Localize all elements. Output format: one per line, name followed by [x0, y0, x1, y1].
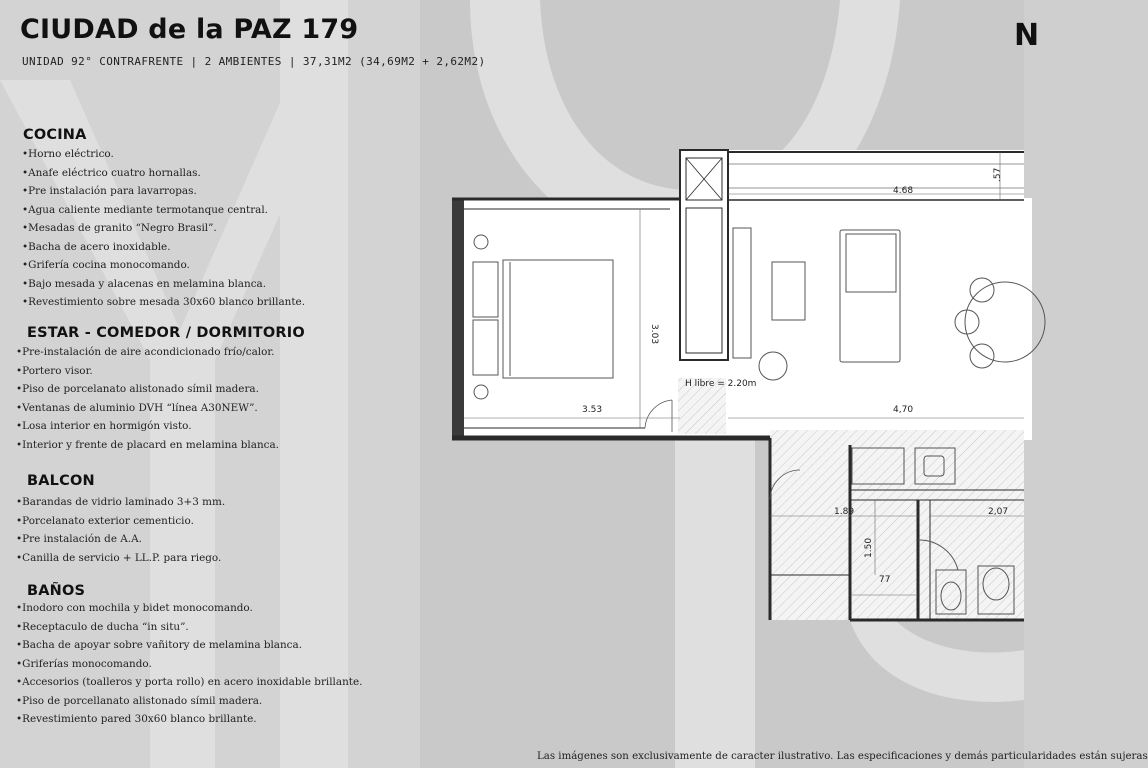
section-title-banos: BAÑOS: [27, 583, 86, 599]
list-item: • Barandas de vidrio laminado 3+3 mm.: [16, 493, 225, 512]
list-item: • Porcelanato exterior cementicio.: [16, 512, 225, 531]
list-item: • Griferías monocomando.: [16, 655, 362, 674]
dim-label: 1.50: [864, 537, 874, 558]
list-item: • Grifería cocina monocomando.: [22, 256, 305, 275]
list-item: • Inodoro con mochila y bidet monocomando.: [16, 599, 362, 618]
dim-label: 4,70: [893, 405, 914, 415]
brand-mark: N: [1014, 18, 1040, 53]
dim-label: 1.89: [834, 507, 855, 517]
list-item: • Accesorios (toalleros y porta rollo) en acero inoxidable brillante.: [16, 673, 362, 692]
list-item: • Revestimiento pared 30x60 blanco brillante.: [16, 710, 362, 729]
list-item: • Portero visor.: [16, 362, 305, 381]
list-item: • Receptaculo de ducha “in situ”.: [16, 618, 362, 637]
list-item: • Agua caliente mediante termotanque central.: [22, 201, 305, 220]
list-item: • Anafe eléctrico cuatro hornallas.: [22, 164, 305, 183]
page-title: CIUDAD de la PAZ 179: [20, 14, 359, 45]
list-item: • Canilla de servicio + LL.P. para riego.: [16, 549, 225, 568]
unit-subtitle: UNIDAD 92° CONTRAFRENTE | 2 AMBIENTES | 37,31M2 (34,69M2 + 2,62M2): [22, 55, 486, 68]
disclaimer: Las imágenes son exclusivamente de caracter ilustrativo. Las especificaciones y demás particularidades están sujeras: [537, 751, 1148, 762]
list-item: • Piso de porcelanato alistonado símil madera.: [16, 380, 305, 399]
list-item: • Pre instalación para lavarropas.: [22, 182, 305, 201]
dim-label: 3.53: [582, 405, 603, 415]
list-item: • Bajo mesada y alacenas en melamina blanca.: [22, 275, 305, 294]
dim-label: 3.03: [649, 324, 659, 345]
section-title-balcon: BALCON: [27, 473, 95, 489]
list-item: • Revestimiento sobre mesada 30x60 blanco brillante.: [22, 293, 305, 312]
list-item: • Losa interior en hormigón visto.: [16, 417, 305, 436]
list-item: • Bacha de acero inoxidable.: [22, 238, 305, 257]
list-item: • Ventanas de aluminio DVH “línea A30NEW”.: [16, 399, 305, 418]
list-item: • Interior y frente de placard en melamina blanca.: [16, 436, 305, 455]
dim-label: .57: [993, 167, 1003, 182]
section-title-estar: ESTAR - COMEDOR / DORMITORIO: [27, 325, 305, 341]
dim-label: 77: [879, 575, 891, 585]
dim-label: 4.68: [893, 186, 914, 196]
list-item: • Pre instalación de A.A.: [16, 530, 225, 549]
list-item: • Mesadas de granito “Negro Brasil”.: [22, 219, 305, 238]
list-item: • Piso de porcellanato alistonado símil madera.: [16, 692, 362, 711]
list-item: • Bacha de apoyar sobre vañitory de melamina blanca.: [16, 636, 362, 655]
section-title-cocina: COCINA: [23, 127, 87, 143]
dim-label: 2,07: [988, 507, 1009, 517]
list-item: • Pre-instalación de aire acondicionado frío/calor.: [16, 343, 305, 362]
list-item: • Horno eléctrico.: [22, 145, 305, 164]
dim-label: H libre = 2.20m: [685, 379, 757, 389]
